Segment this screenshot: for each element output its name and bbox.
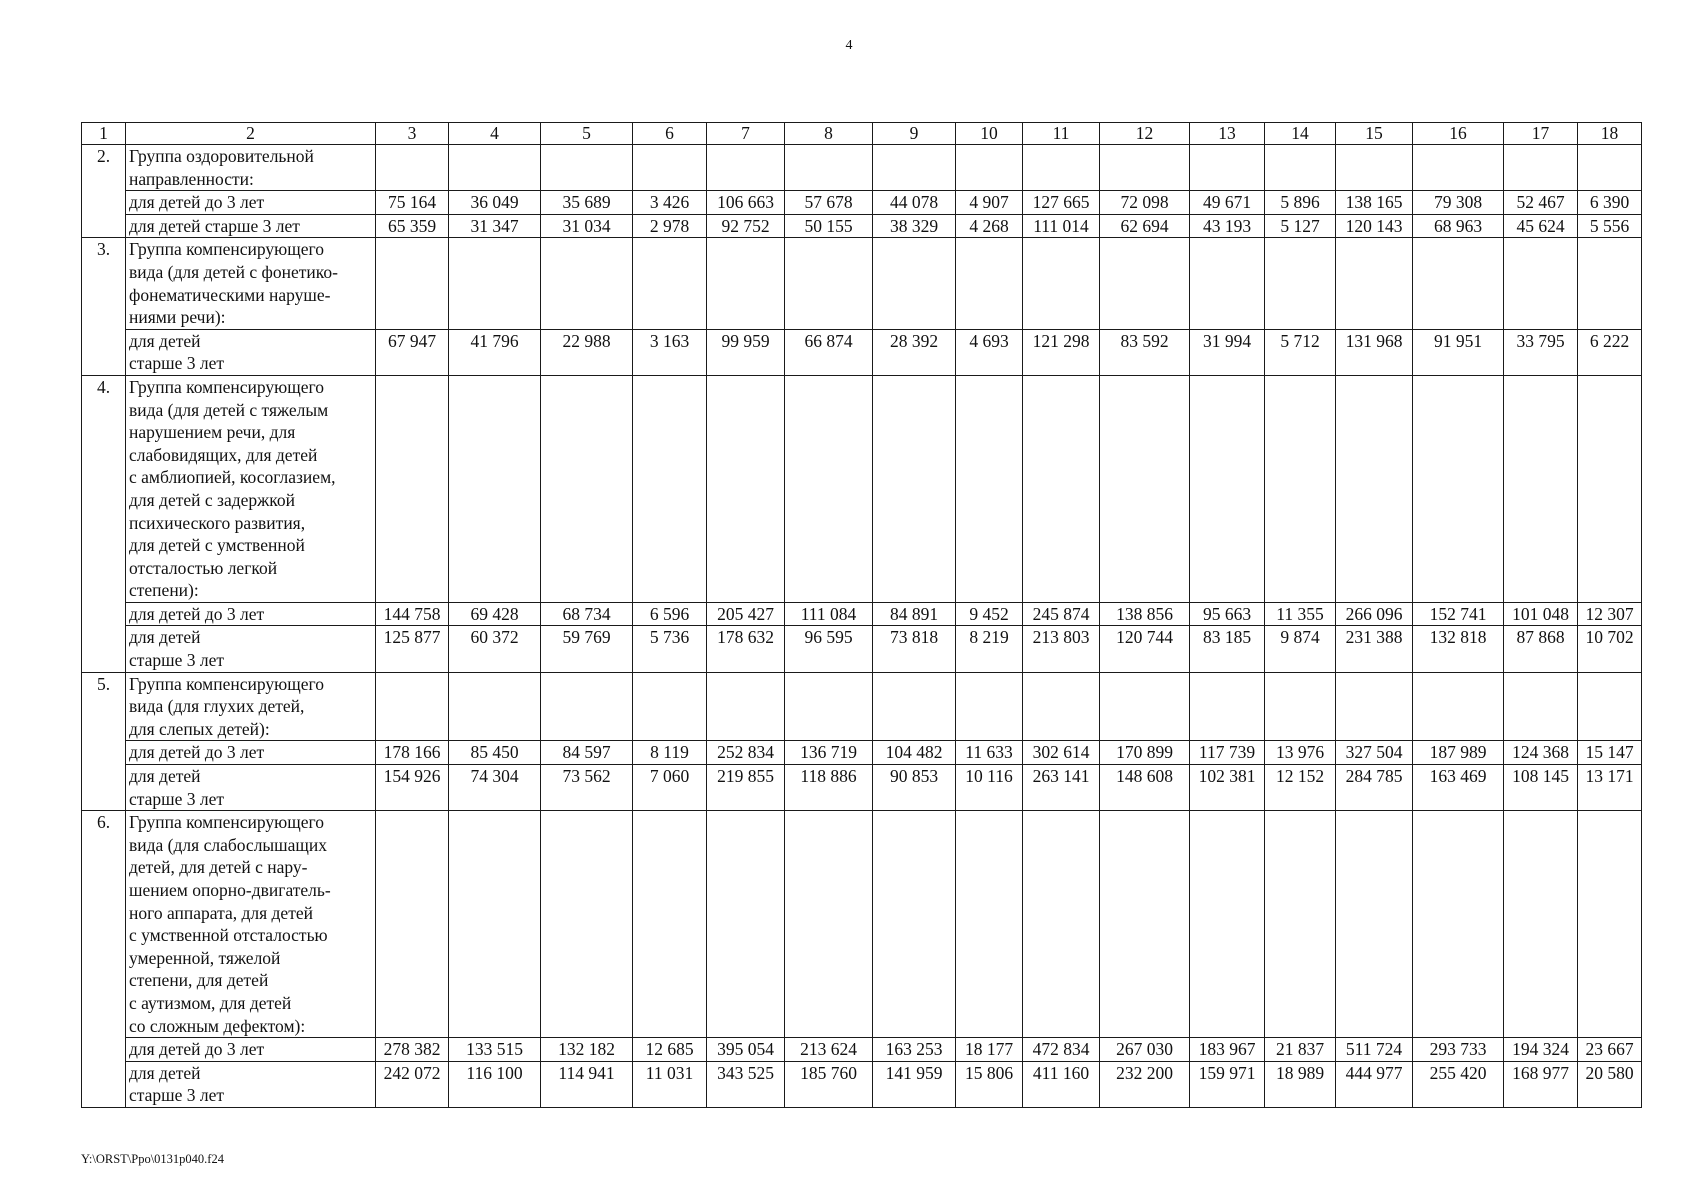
value-cell: 91 951 bbox=[1413, 329, 1504, 375]
value-cell: 66 874 bbox=[785, 329, 873, 375]
value-cell bbox=[1336, 375, 1413, 602]
table-row bbox=[82, 1038, 1642, 1062]
value-cell: 21 837 bbox=[1265, 1038, 1336, 1062]
value-cell: 72 098 bbox=[1100, 191, 1190, 215]
value-cell bbox=[376, 672, 449, 741]
value-cell: 245 874 bbox=[1023, 602, 1100, 626]
table-row bbox=[82, 765, 1642, 811]
value-cell: 293 733 bbox=[1413, 1038, 1504, 1062]
value-cell: 95 663 bbox=[1190, 602, 1265, 626]
value-cell: 108 145 bbox=[1504, 765, 1578, 811]
value-cell: 170 899 bbox=[1100, 741, 1190, 765]
value-cell: 263 141 bbox=[1023, 765, 1100, 811]
value-cell: 52 467 bbox=[1504, 191, 1578, 215]
value-cell: 84 891 bbox=[873, 602, 956, 626]
value-cell: 154 926 bbox=[376, 765, 449, 811]
value-cell bbox=[1023, 238, 1100, 329]
value-cell bbox=[1413, 672, 1504, 741]
value-cell bbox=[1504, 672, 1578, 741]
value-cell: 5 896 bbox=[1265, 191, 1336, 215]
value-cell bbox=[449, 238, 541, 329]
value-cell bbox=[1100, 145, 1190, 191]
column-header: 16 bbox=[1413, 123, 1504, 145]
table-row bbox=[82, 602, 1642, 626]
row-label: Группа компенсирующего вида (для детей с фонетико- фонематическими наруше- ниями речи): bbox=[126, 238, 376, 329]
value-cell bbox=[956, 238, 1023, 329]
table-row bbox=[82, 329, 1642, 375]
table-row bbox=[82, 1061, 1642, 1107]
value-cell bbox=[785, 375, 873, 602]
value-cell: 31 994 bbox=[1190, 329, 1265, 375]
value-cell: 242 072 bbox=[376, 1061, 449, 1107]
value-cell bbox=[707, 375, 785, 602]
value-cell bbox=[1190, 145, 1265, 191]
value-cell bbox=[449, 672, 541, 741]
value-cell: 168 977 bbox=[1504, 1061, 1578, 1107]
value-cell bbox=[1190, 238, 1265, 329]
value-cell: 36 049 bbox=[449, 191, 541, 215]
value-cell: 60 372 bbox=[449, 626, 541, 672]
value-cell: 133 515 bbox=[449, 1038, 541, 1062]
value-cell bbox=[1504, 145, 1578, 191]
value-cell: 12 152 bbox=[1265, 765, 1336, 811]
value-cell: 67 947 bbox=[376, 329, 449, 375]
value-cell: 117 739 bbox=[1190, 741, 1265, 765]
table-group-row bbox=[82, 672, 1642, 741]
value-cell: 111 084 bbox=[785, 602, 873, 626]
value-cell bbox=[785, 672, 873, 741]
value-cell: 11 355 bbox=[1265, 602, 1336, 626]
value-cell: 9 874 bbox=[1265, 626, 1336, 672]
value-cell: 33 795 bbox=[1504, 329, 1578, 375]
row-label: Группа компенсирующего вида (для детей с тяжелым нарушением речи, для слабовидящих, для детей с амблиопией, косоглазием, для детей с задержкой психического развития, для детей с умственной отсталостью легкой степени): bbox=[126, 375, 376, 602]
column-header: 17 bbox=[1504, 123, 1578, 145]
value-cell bbox=[376, 238, 449, 329]
value-cell: 90 853 bbox=[873, 765, 956, 811]
value-cell: 7 060 bbox=[633, 765, 707, 811]
value-cell: 6 596 bbox=[633, 602, 707, 626]
value-cell: 5 712 bbox=[1265, 329, 1336, 375]
value-cell bbox=[1504, 811, 1578, 1038]
value-cell: 116 100 bbox=[449, 1061, 541, 1107]
value-cell bbox=[1413, 238, 1504, 329]
table-group-row bbox=[82, 375, 1642, 602]
value-cell: 5 556 bbox=[1578, 214, 1642, 238]
value-cell: 87 868 bbox=[1504, 626, 1578, 672]
column-header: 3 bbox=[376, 123, 449, 145]
value-cell bbox=[785, 238, 873, 329]
value-cell: 395 054 bbox=[707, 1038, 785, 1062]
value-cell bbox=[1336, 811, 1413, 1038]
value-cell: 4 268 bbox=[956, 214, 1023, 238]
value-cell: 13 976 bbox=[1265, 741, 1336, 765]
value-cell: 85 450 bbox=[449, 741, 541, 765]
column-header: 2 bbox=[126, 123, 376, 145]
value-cell bbox=[1504, 238, 1578, 329]
value-cell bbox=[1578, 672, 1642, 741]
value-cell: 50 155 bbox=[785, 214, 873, 238]
value-cell bbox=[1023, 811, 1100, 1038]
value-cell: 194 324 bbox=[1504, 1038, 1578, 1062]
value-cell: 132 182 bbox=[541, 1038, 633, 1062]
value-cell bbox=[1578, 811, 1642, 1038]
value-cell bbox=[873, 811, 956, 1038]
value-cell bbox=[1190, 811, 1265, 1038]
value-cell bbox=[707, 238, 785, 329]
value-cell bbox=[873, 238, 956, 329]
value-cell: 205 427 bbox=[707, 602, 785, 626]
column-header: 11 bbox=[1023, 123, 1100, 145]
column-header: 7 bbox=[707, 123, 785, 145]
row-number: 6. bbox=[82, 811, 126, 1108]
value-cell bbox=[1190, 375, 1265, 602]
value-cell bbox=[1265, 238, 1336, 329]
value-cell: 49 671 bbox=[1190, 191, 1265, 215]
value-cell: 267 030 bbox=[1100, 1038, 1190, 1062]
value-cell: 187 989 bbox=[1413, 741, 1504, 765]
value-cell: 11 031 bbox=[633, 1061, 707, 1107]
value-cell bbox=[1023, 145, 1100, 191]
value-cell: 252 834 bbox=[707, 741, 785, 765]
value-cell bbox=[541, 238, 633, 329]
value-cell bbox=[1578, 238, 1642, 329]
value-cell bbox=[633, 811, 707, 1038]
value-cell: 302 614 bbox=[1023, 741, 1100, 765]
value-cell: 73 562 bbox=[541, 765, 633, 811]
value-cell: 45 624 bbox=[1504, 214, 1578, 238]
value-cell: 255 420 bbox=[1413, 1061, 1504, 1107]
header-row bbox=[82, 123, 1642, 145]
value-cell: 163 469 bbox=[1413, 765, 1504, 811]
value-cell bbox=[1100, 672, 1190, 741]
value-cell bbox=[1100, 811, 1190, 1038]
row-label: для детей старше 3 лет bbox=[126, 214, 376, 238]
value-cell bbox=[449, 375, 541, 602]
value-cell: 327 504 bbox=[1336, 741, 1413, 765]
value-cell bbox=[1504, 375, 1578, 602]
row-number: 4. bbox=[82, 375, 126, 672]
value-cell bbox=[376, 145, 449, 191]
value-cell bbox=[1336, 145, 1413, 191]
value-cell bbox=[1265, 375, 1336, 602]
value-cell: 10 702 bbox=[1578, 626, 1642, 672]
row-label: для детей до 3 лет bbox=[126, 191, 376, 215]
value-cell: 69 428 bbox=[449, 602, 541, 626]
value-cell: 125 877 bbox=[376, 626, 449, 672]
value-cell: 511 724 bbox=[1336, 1038, 1413, 1062]
value-cell: 343 525 bbox=[707, 1061, 785, 1107]
column-header: 8 bbox=[785, 123, 873, 145]
value-cell bbox=[449, 145, 541, 191]
value-cell: 183 967 bbox=[1190, 1038, 1265, 1062]
value-cell: 73 818 bbox=[873, 626, 956, 672]
value-cell: 284 785 bbox=[1336, 765, 1413, 811]
value-cell: 148 608 bbox=[1100, 765, 1190, 811]
value-cell bbox=[1413, 145, 1504, 191]
table-row bbox=[82, 741, 1642, 765]
table-row bbox=[82, 214, 1642, 238]
value-cell bbox=[541, 375, 633, 602]
column-header: 14 bbox=[1265, 123, 1336, 145]
value-cell: 120 143 bbox=[1336, 214, 1413, 238]
value-cell: 152 741 bbox=[1413, 602, 1504, 626]
value-cell: 11 633 bbox=[956, 741, 1023, 765]
row-label: для детей до 3 лет bbox=[126, 741, 376, 765]
row-label: для детей старше 3 лет bbox=[126, 626, 376, 672]
value-cell: 59 769 bbox=[541, 626, 633, 672]
row-label: для детей старше 3 лет bbox=[126, 765, 376, 811]
value-cell bbox=[1265, 672, 1336, 741]
value-cell bbox=[1336, 238, 1413, 329]
value-cell bbox=[541, 811, 633, 1038]
value-cell bbox=[956, 145, 1023, 191]
value-cell bbox=[707, 145, 785, 191]
value-cell: 18 989 bbox=[1265, 1061, 1336, 1107]
value-cell bbox=[873, 672, 956, 741]
value-cell: 266 096 bbox=[1336, 602, 1413, 626]
row-label: Группа компенсирующего вида (для слабослышащих детей, для детей с нару- шением опорно-двигатель- ного аппарата, для детей с умственной отсталостью умеренной, тяжелой степени, для детей с аутизмом, для детей со сложным дефектом): bbox=[126, 811, 376, 1038]
table-group-row bbox=[82, 811, 1642, 1038]
table-row bbox=[82, 626, 1642, 672]
value-cell: 120 744 bbox=[1100, 626, 1190, 672]
row-number: 2. bbox=[82, 145, 126, 238]
value-cell: 22 988 bbox=[541, 329, 633, 375]
value-cell: 472 834 bbox=[1023, 1038, 1100, 1062]
value-cell bbox=[633, 375, 707, 602]
value-cell bbox=[1023, 375, 1100, 602]
value-cell: 138 165 bbox=[1336, 191, 1413, 215]
value-cell: 84 597 bbox=[541, 741, 633, 765]
value-cell: 6 222 bbox=[1578, 329, 1642, 375]
value-cell: 79 308 bbox=[1413, 191, 1504, 215]
value-cell: 136 719 bbox=[785, 741, 873, 765]
value-cell: 92 752 bbox=[707, 214, 785, 238]
column-header: 6 bbox=[633, 123, 707, 145]
value-cell: 138 856 bbox=[1100, 602, 1190, 626]
value-cell bbox=[956, 375, 1023, 602]
value-cell: 231 388 bbox=[1336, 626, 1413, 672]
value-cell: 38 329 bbox=[873, 214, 956, 238]
row-label: для детей до 3 лет bbox=[126, 602, 376, 626]
value-cell: 411 160 bbox=[1023, 1061, 1100, 1107]
value-cell bbox=[956, 672, 1023, 741]
value-cell: 15 147 bbox=[1578, 741, 1642, 765]
value-cell bbox=[873, 145, 956, 191]
value-cell bbox=[1100, 375, 1190, 602]
value-cell: 124 368 bbox=[1504, 741, 1578, 765]
value-cell: 114 941 bbox=[541, 1061, 633, 1107]
value-cell bbox=[1413, 375, 1504, 602]
value-cell bbox=[1336, 672, 1413, 741]
value-cell: 31 034 bbox=[541, 214, 633, 238]
value-cell: 131 968 bbox=[1336, 329, 1413, 375]
column-header: 12 bbox=[1100, 123, 1190, 145]
value-cell: 4 693 bbox=[956, 329, 1023, 375]
value-cell: 20 580 bbox=[1578, 1061, 1642, 1107]
value-cell bbox=[541, 672, 633, 741]
row-label: для детей до 3 лет bbox=[126, 1038, 376, 1062]
value-cell: 5 127 bbox=[1265, 214, 1336, 238]
value-cell: 8 119 bbox=[633, 741, 707, 765]
row-label: для детей старше 3 лет bbox=[126, 1061, 376, 1107]
value-cell: 68 963 bbox=[1413, 214, 1504, 238]
value-cell: 3 426 bbox=[633, 191, 707, 215]
value-cell bbox=[956, 811, 1023, 1038]
row-number: 3. bbox=[82, 238, 126, 376]
value-cell: 232 200 bbox=[1100, 1061, 1190, 1107]
column-header: 15 bbox=[1336, 123, 1413, 145]
value-cell bbox=[1578, 375, 1642, 602]
value-cell bbox=[707, 672, 785, 741]
value-cell bbox=[376, 811, 449, 1038]
value-cell: 444 977 bbox=[1336, 1061, 1413, 1107]
table-row bbox=[82, 191, 1642, 215]
column-header: 10 bbox=[956, 123, 1023, 145]
value-cell bbox=[1413, 811, 1504, 1038]
value-cell bbox=[1023, 672, 1100, 741]
value-cell: 118 886 bbox=[785, 765, 873, 811]
column-header: 13 bbox=[1190, 123, 1265, 145]
value-cell: 102 381 bbox=[1190, 765, 1265, 811]
row-label: Группа оздоровительной направленности: bbox=[126, 145, 376, 191]
value-cell: 65 359 bbox=[376, 214, 449, 238]
value-cell: 83 592 bbox=[1100, 329, 1190, 375]
value-cell: 12 307 bbox=[1578, 602, 1642, 626]
value-cell: 141 959 bbox=[873, 1061, 956, 1107]
value-cell: 43 193 bbox=[1190, 214, 1265, 238]
value-cell: 127 665 bbox=[1023, 191, 1100, 215]
value-cell: 159 971 bbox=[1190, 1061, 1265, 1107]
value-cell: 106 663 bbox=[707, 191, 785, 215]
value-cell: 6 390 bbox=[1578, 191, 1642, 215]
value-cell bbox=[1265, 145, 1336, 191]
value-cell: 96 595 bbox=[785, 626, 873, 672]
row-number: 5. bbox=[82, 672, 126, 811]
value-cell bbox=[633, 145, 707, 191]
value-cell: 178 166 bbox=[376, 741, 449, 765]
table-group-row bbox=[82, 238, 1642, 329]
value-cell: 8 219 bbox=[956, 626, 1023, 672]
value-cell: 83 185 bbox=[1190, 626, 1265, 672]
value-cell: 41 796 bbox=[449, 329, 541, 375]
value-cell: 10 116 bbox=[956, 765, 1023, 811]
value-cell: 5 736 bbox=[633, 626, 707, 672]
value-cell: 74 304 bbox=[449, 765, 541, 811]
value-cell: 4 907 bbox=[956, 191, 1023, 215]
value-cell bbox=[707, 811, 785, 1038]
value-cell: 44 078 bbox=[873, 191, 956, 215]
data-table bbox=[81, 122, 1642, 1108]
value-cell: 178 632 bbox=[707, 626, 785, 672]
value-cell bbox=[785, 811, 873, 1038]
value-cell: 75 164 bbox=[376, 191, 449, 215]
value-cell bbox=[873, 375, 956, 602]
value-cell: 3 163 bbox=[633, 329, 707, 375]
value-cell bbox=[1265, 811, 1336, 1038]
value-cell: 132 818 bbox=[1413, 626, 1504, 672]
value-cell: 99 959 bbox=[707, 329, 785, 375]
value-cell bbox=[541, 145, 633, 191]
value-cell: 111 014 bbox=[1023, 214, 1100, 238]
column-header: 5 bbox=[541, 123, 633, 145]
value-cell: 57 678 bbox=[785, 191, 873, 215]
value-cell: 185 760 bbox=[785, 1061, 873, 1107]
value-cell: 31 347 bbox=[449, 214, 541, 238]
value-cell bbox=[633, 238, 707, 329]
value-cell: 13 171 bbox=[1578, 765, 1642, 811]
value-cell bbox=[1100, 238, 1190, 329]
value-cell: 23 667 bbox=[1578, 1038, 1642, 1062]
value-cell: 121 298 bbox=[1023, 329, 1100, 375]
value-cell bbox=[785, 145, 873, 191]
value-cell: 213 803 bbox=[1023, 626, 1100, 672]
table-group-row bbox=[82, 145, 1642, 191]
value-cell: 278 382 bbox=[376, 1038, 449, 1062]
value-cell bbox=[376, 375, 449, 602]
value-cell bbox=[449, 811, 541, 1038]
value-cell: 101 048 bbox=[1504, 602, 1578, 626]
column-header: 1 bbox=[82, 123, 126, 145]
page-number: 4 bbox=[845, 38, 853, 53]
value-cell: 68 734 bbox=[541, 602, 633, 626]
value-cell: 35 689 bbox=[541, 191, 633, 215]
value-cell: 2 978 bbox=[633, 214, 707, 238]
value-cell: 62 694 bbox=[1100, 214, 1190, 238]
value-cell: 28 392 bbox=[873, 329, 956, 375]
value-cell: 15 806 bbox=[956, 1061, 1023, 1107]
value-cell: 104 482 bbox=[873, 741, 956, 765]
value-cell: 9 452 bbox=[956, 602, 1023, 626]
value-cell bbox=[633, 672, 707, 741]
footer-file-path: Y:\ORST\Ppo\0131p040.f24 bbox=[81, 1152, 224, 1166]
row-label: для детей старше 3 лет bbox=[126, 329, 376, 375]
value-cell: 18 177 bbox=[956, 1038, 1023, 1062]
column-header: 4 bbox=[449, 123, 541, 145]
value-cell bbox=[1190, 672, 1265, 741]
row-label: Группа компенсирующего вида (для глухих детей, для слепых детей): bbox=[126, 672, 376, 741]
value-cell: 213 624 bbox=[785, 1038, 873, 1062]
value-cell: 12 685 bbox=[633, 1038, 707, 1062]
column-header: 18 bbox=[1578, 123, 1642, 145]
value-cell: 144 758 bbox=[376, 602, 449, 626]
value-cell: 163 253 bbox=[873, 1038, 956, 1062]
column-header: 9 bbox=[873, 123, 956, 145]
value-cell: 219 855 bbox=[707, 765, 785, 811]
value-cell bbox=[1578, 145, 1642, 191]
